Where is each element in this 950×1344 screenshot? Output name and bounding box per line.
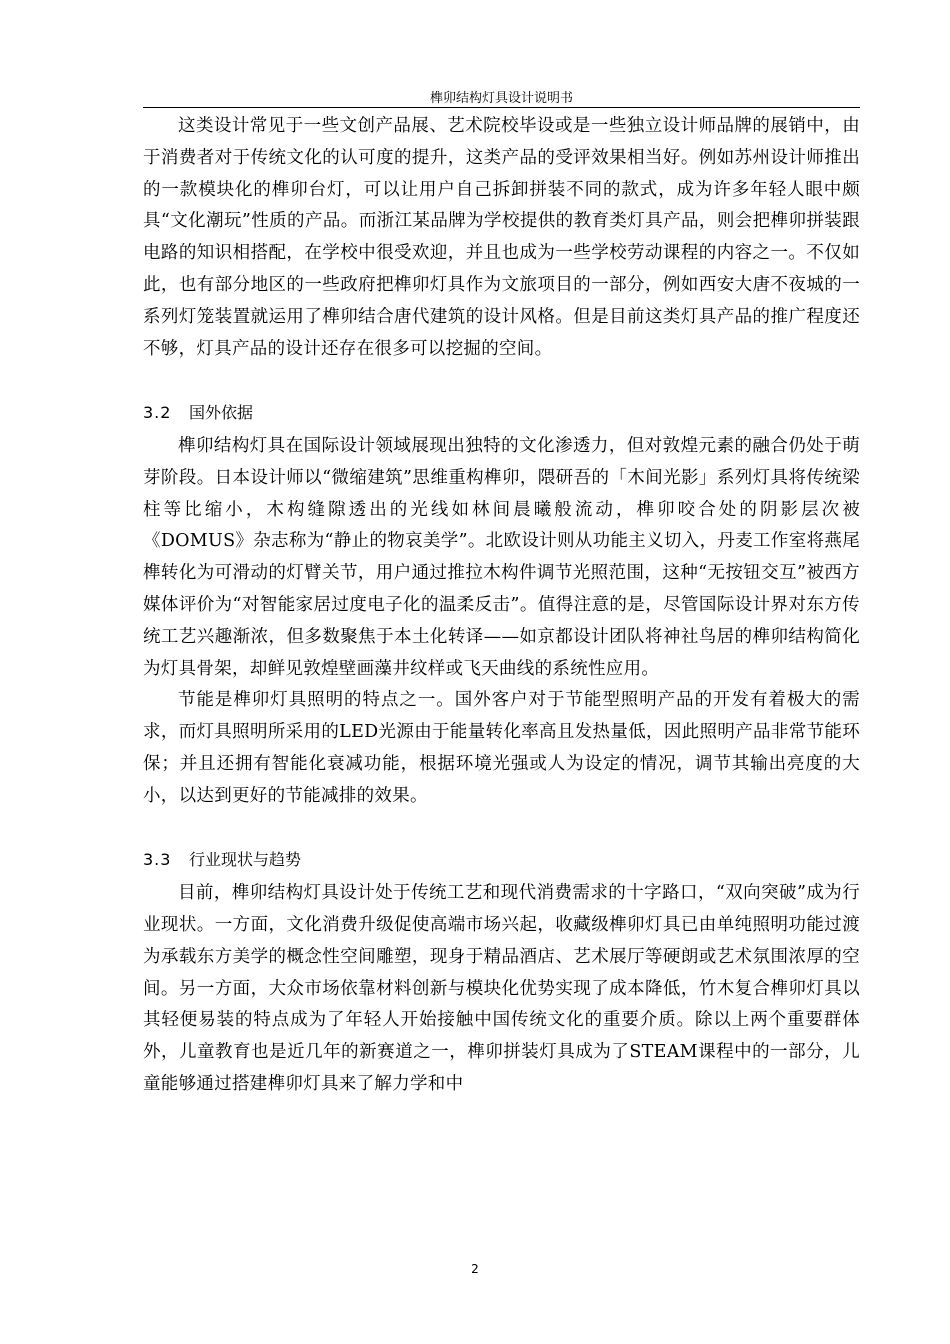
paragraph-3-2-2: 节能是榫卯灯具照明的特点之一。国外客户对于节能型照明产品的开发有着极大的需求，而灯具照明所采用的LED光源由于能量转化率高且发热量低，因此照明产品非常节能环保；并且还拥有智能化衰减功能，根据环境光强或人为设定的情况，调节其输出亮度的大小，以达到更好的节能减排的效果。: [143, 690, 860, 806]
section-number: 3.2: [143, 403, 172, 423]
page-header: 榫卯结构灯具设计说明书: [429, 91, 573, 106]
section-number: 3.3: [143, 850, 172, 870]
page-number: 2: [471, 1262, 479, 1276]
section-heading-3-3: [143, 844, 860, 876]
paragraph-3-3-1: 目前，榫卯结构灯具设计处于传统工艺和现代消费需求的十字路口，“双向突破”成为行业现状。一方面，文化消费升级促使高端市场兴起，收藏级榫卯灯具已由单纯照明功能过渡为承载东方美学的概念性空间雕塑，现身于精品酒店、艺术展厅等硬朗或艺术氛围浓厚的空间。另一方面，大众市场依靠材料创新与模块化优势实现了成本降低，竹木复合榫卯灯具以其轻便易装的特点成为了年轻人开始接触中国传统文化的重要介质。除以上两个重要群体外，儿童教育也是近几年的新赛道之一，榫卯拼装灯具成为了STEAM课程中的一部分，儿童能够通过搭建榫卯灯具来了解力学和中: [143, 883, 860, 1094]
paragraph-3-2-1: 榫卯结构灯具在国际设计领域展现出独特的文化渗透力，但对敦煌元素的融合仍处于萌芽阶段。日本设计师以“微缩建筑”思维重构榫卯，隈研吾的「木间光影」系列灯具将传统梁柱等比缩小，木构缝隙透出的光线如林间晨曦般流动，榫卯咬合处的阴影层次被《DOMUS》杂志称为“静止的物哀美学”。北欧设计则从功能主义切入，丹麦工作室将燕尾榫转化为可滑动的灯臂关节，用户通过推拉木构件调节光照范围，这种“无按钮交互”被西方媒体评价为“对智能家居过度电子化的温柔反击”。值得注意的是，尽管国际设计界对东方传统工艺兴趣渐浓，但多数聚焦于本土化转译——如京都设计团队将神社鸟居的榫卯结构简化为灯具骨架，却鲜见敦煌壁画藻井纹样或飞天曲线的系统性应用。: [143, 435, 860, 679]
header-rule: [143, 107, 860, 108]
section-title: 国外依据: [189, 403, 254, 423]
section-heading-3-2: [143, 397, 860, 429]
intro-paragraph: 这类设计常见于一些文创产品展、艺术院校毕设或是一些独立设计师品牌的展销中，由于消费者对于传统文化的认可度的提升，这类产品的受评效果相当好。例如苏州设计师推出的一款模块化的榫卯台灯，可以让用户自己拆卸拼装不同的款式，成为许多年轻人眼中颇具“文化潮玩”性质的产品。而浙江某品牌为学校提供的教育类灯具产品，则会把榫卯拼装跟电路的知识相搭配，在学校中很受欢迎，并且也成为一些学校劳动课程的内容之一。不仅如此，也有部分地区的一些政府把榫卯灯具作为文旅项目的一部分，例如西安大唐不夜城的一系列灯笼装置就运用了榫卯结合唐代建筑的设计风格。但是目前这类灯具产品的推广程度还不够，灯具产品的设计还存在很多可以挖掘的空间。: [143, 116, 860, 359]
document-body: [143, 111, 860, 1101]
section-title: 行业现状与趋势: [189, 850, 302, 870]
